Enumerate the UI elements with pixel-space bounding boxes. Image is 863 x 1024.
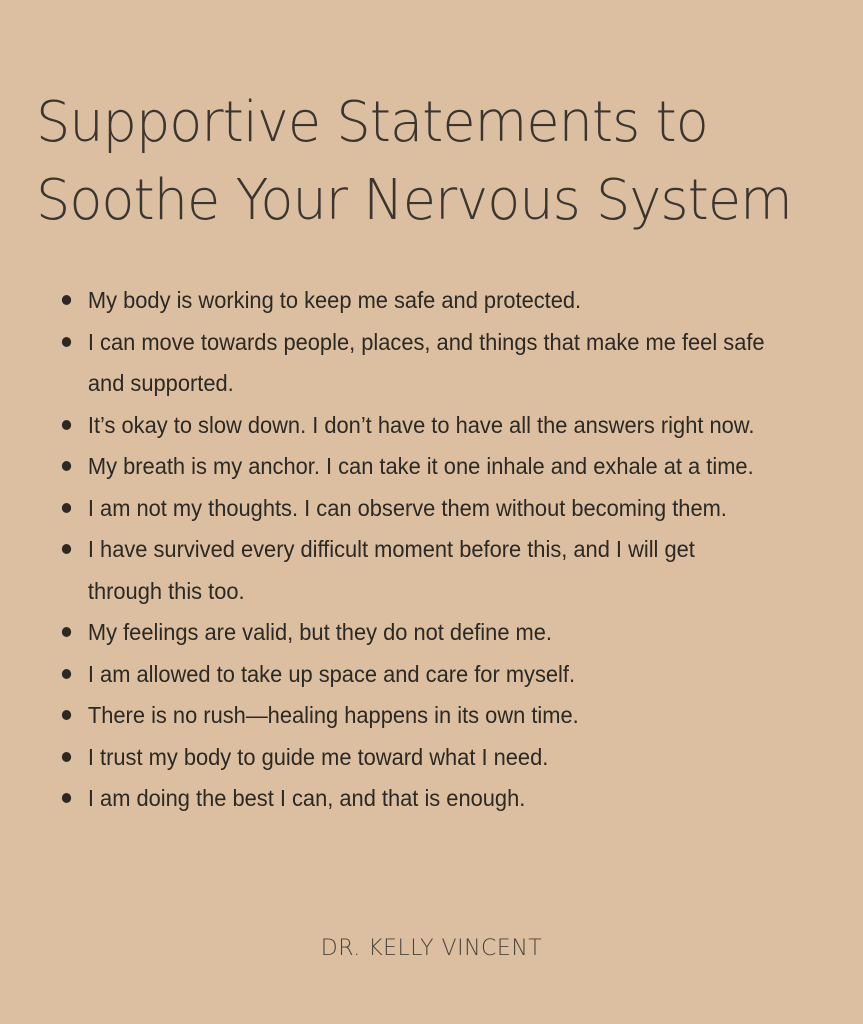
- bullet-icon: [62, 461, 71, 471]
- list-item: [60, 446, 767, 488]
- bullet-icon: [62, 544, 71, 554]
- statement-text: There is no rush—healing happens in its own time.: [87, 702, 579, 728]
- bullet-icon: [62, 710, 71, 720]
- author-signature: DR. KELLY VINCENT: [320, 936, 543, 961]
- statement-list: [60, 280, 767, 820]
- list-item: [60, 280, 767, 322]
- statement-text: I am not my thoughts. I can observe them without becoming them.: [87, 494, 727, 521]
- statement-text: It’s okay to slow down. I don’t have to have all the answers right now.: [87, 411, 755, 438]
- bullet-icon: [62, 669, 71, 679]
- list-item: [60, 654, 767, 696]
- list-item: [60, 612, 767, 654]
- list-item: [60, 737, 767, 779]
- bullet-icon: [62, 627, 71, 637]
- bullet-icon: [62, 752, 71, 762]
- page-title: [36, 84, 818, 240]
- bullet-icon: [62, 337, 71, 347]
- statement-text: I am allowed to take up space and care for myself.: [87, 660, 576, 687]
- bullet-icon: [62, 793, 71, 803]
- list-item: [60, 529, 767, 612]
- statement-text: I can move towards people, places, and things that make me feel safe and supported.: [87, 328, 765, 396]
- list-item: [60, 778, 767, 820]
- list-item: [60, 405, 767, 447]
- list-item: [60, 488, 767, 530]
- list-item: [60, 322, 767, 405]
- list-item: [60, 695, 767, 737]
- statement-text: My body is working to keep me safe and protected.: [87, 287, 582, 313]
- statement-text: My breath is my anchor. I can take it one inhale and exhale at a time.: [87, 453, 754, 479]
- bullet-icon: [62, 503, 71, 513]
- bullet-icon: [62, 295, 71, 305]
- statement-text: I have survived every difficult moment before this, and I will get through this too.: [87, 536, 695, 604]
- title-line-1: Supportive Statements to: [36, 90, 708, 155]
- statement-text: I am doing the best I can, and that is enough.: [87, 785, 526, 811]
- statement-text: I trust my body to guide me toward what I need.: [87, 743, 549, 770]
- statement-text: My feelings are valid, but they do not define me.: [87, 619, 552, 645]
- title-line-2: Soothe Your Nervous System: [36, 168, 792, 233]
- bullet-icon: [62, 420, 71, 430]
